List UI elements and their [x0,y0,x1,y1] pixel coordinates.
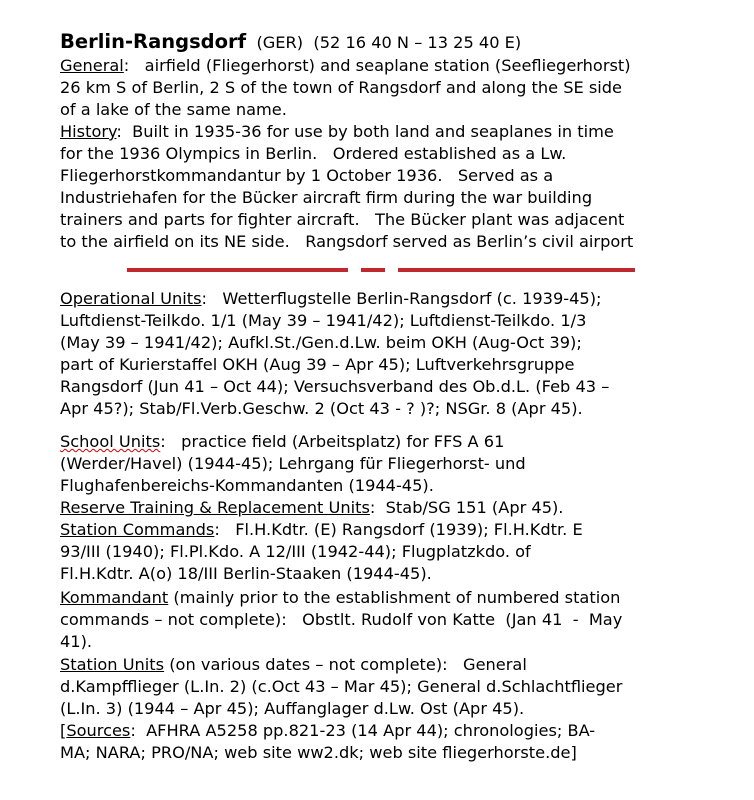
country-code: (GER) [256,33,304,52]
sources-bracket: [ [60,721,67,740]
history-line-3: Fliegerhorstkommandantur by 1 October 1936. Served as a [60,166,554,185]
station-commands-text-1: : Fl.H.Kdtr. (E) Rangsdorf (1939); Fl.H.Kdtr. E [214,520,583,539]
separator-left [127,268,348,272]
history-label: History [60,122,117,141]
operational-line-2: Luftdienst-Teilkdo. 1/1 (May 39 – 1941/42); Luftdienst-Teilkdo. 1/3 [60,311,587,330]
reserve-text: : Stab/SG 151 (Apr 45). [369,498,564,517]
station-commands-label: Station Commands [60,520,215,539]
station-units-label: Station Units [60,655,165,674]
general-line-2: 26 km S of Berlin, 2 S of the town of Rangsdorf and along the SE side [60,78,623,97]
history-text-1: : Built in 1935-36 for use by both land and seaplanes in time [116,122,614,141]
operational-line-3: (May 39 – 1941/42); Aufkl.St./Gen.d.Lw. beim OKH (Aug-Oct 39); [60,333,582,352]
history-line-4: Industriehafen for the Bücker aircraft firm during the war building [60,188,593,207]
school-line-2: (Werder/Havel) (1944-45); Lehrgang für Fliegerhorst- und [60,454,526,473]
school-line-3: Flughafenbereichs-Kommandanten (1944-45). [60,476,434,495]
sources-line-1 [60,720,595,742]
station-units-line-2: d.Kampfflieger (L.In. 2) (c.Oct 43 – Mar 45); General d.Schlachtflieger [60,677,623,696]
general-text-1: : airfield (Fliegerhorst) and seaplane station (Seefliegerhorst) [123,56,631,75]
sources-text-1: : AFHRA A5258 pp.821-23 (14 Apr 44); chronologies; BA- [130,721,596,740]
kommandant-text-1: (mainly prior to the establishment of numbered station [168,588,621,607]
kommandant-label: Kommandant [60,588,169,607]
operational-line-5: Rangsdorf (Jun 41 – Oct 44); Versuchsverband des Ob.d.L. (Feb 43 – [60,377,610,396]
operational-line-6: Apr 45?); Stab/Fl.Verb.Geschw. 2 (Oct 43 - ? )?; NSGr. 8 (Apr 45). [60,399,583,418]
operational-text-1: : Wetterflugstelle Berlin-Rangsdorf (c. 1939-45); [201,289,602,308]
school-text-1: : practice field (Arbeitsplatz) for FFS A 61 [160,432,505,451]
separator-middle [361,268,385,272]
header-line [60,31,521,54]
history-line-1 [60,121,614,143]
reserve-label: Reserve Training & Replacement Units [60,498,370,517]
school-label: School Units [60,432,161,451]
kommandant-line-1 [60,587,620,609]
history-line-6: to the airfield on its NE side. Rangsdorf served as Berlin’s civil airport [60,232,634,251]
operational-line-1 [60,288,601,310]
kommandant-line-2: commands – not complete): Obstlt. Rudolf von Katte (Jan 41 - May [60,610,623,629]
school-line-1 [60,431,504,453]
reserve-line [60,497,563,519]
operational-label: Operational Units [60,289,202,308]
station-commands-line-3: Fl.H.Kdtr. A(o) 18/III Berlin-Staaken (1944-45). [60,564,432,583]
general-label: General [60,56,124,75]
separator-right [398,268,635,272]
station-units-line-3: (L.In. 3) (1944 – Apr 45); Auffanglager d.Lw. Ost (Apr 45). [60,699,525,718]
general-line-1 [60,55,631,77]
history-line-2: for the 1936 Olympics in Berlin. Ordered established as a Lw. [60,144,567,163]
station-commands-line-2: 93/III (1940); Fl.Pl.Kdo. A 12/III (1942-44); Flugplatzkdo. of [60,542,531,561]
page-title: Berlin-Rangsdorf [60,30,247,53]
operational-line-4: part of Kurierstaffel OKH (Aug 39 – Apr 45); Luftverkehrsgruppe [60,355,575,374]
kommandant-line-3: 41). [60,632,93,651]
sources-line-2: MA; NARA; PRO/NA; web site ww2.dk; web site fliegerhorste.de] [60,743,577,762]
sources-label: Sources [66,721,131,740]
coordinates: (52 16 40 N – 13 25 40 E) [313,33,522,52]
station-units-line-1 [60,654,527,676]
station-units-text-1: (on various dates – not complete): General [164,655,527,674]
station-commands-line-1 [60,519,583,541]
general-line-3: of a lake of the same name. [60,100,287,119]
history-line-5: trainers and parts for fighter aircraft. The Bücker plant was adjacent [60,210,625,229]
